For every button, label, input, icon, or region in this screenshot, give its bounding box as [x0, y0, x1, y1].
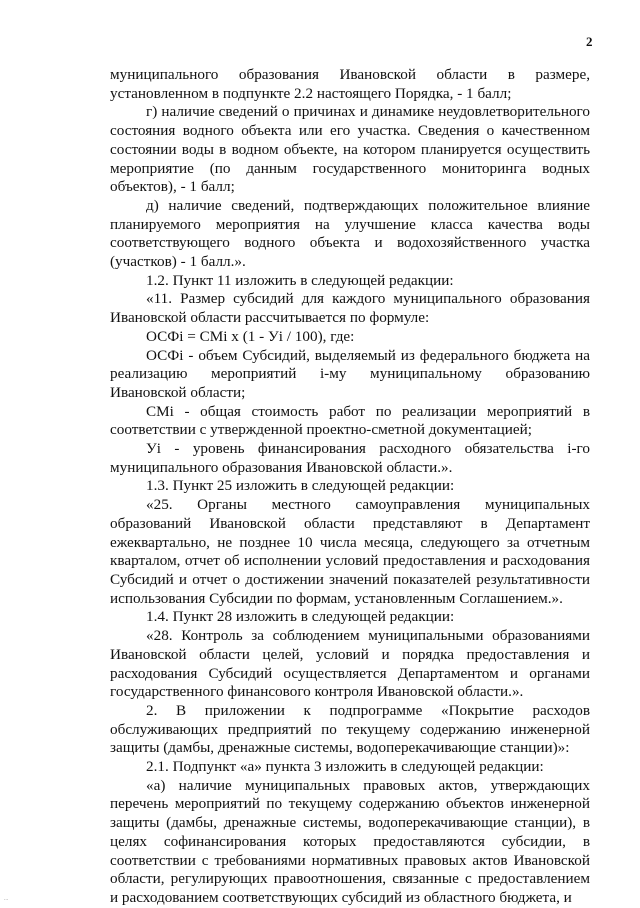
paragraph-clause-25: «25. Органы местного самоуправления муниципальных образований Ивановской области представляют в Департамент ежеквартально, не позднее 10 числа месяца, следующего за отчетным кварталом, отчет об исполнении условий предоставления и расходования Субсидий и отчет о достижении значений показателей результативности использования Субсидии по формам, установленным Соглашением.». — [110, 496, 590, 607]
paragraph-2-1: 2.1. Подпункт «а» пункта 3 изложить в следующей редакции: — [146, 758, 544, 776]
paragraph-item-g: г) наличие сведений о причинах и динамике неудовлетворительного состояния водного объекта или его участка. Сведения о качественном состоянии воды в водном объекте, на котором планируется осуществить мероприятие (по данным государственного мониторинга водных объектов), - 1 балл; — [110, 103, 590, 196]
paragraph-clause-11: «11. Размер субсидий для каждого муниципального образования Ивановской области рассчитывается по формуле: — [110, 290, 590, 327]
document-body — [110, 66, 590, 908]
paragraph-2: 2. В приложении к подпрограмме «Покрытие расходов обслуживающих предприятий по текущему содержанию инженерной защиты (дамбы, дренажные системы, водоперекачивающие станции)»: — [110, 701, 590, 757]
paragraph-1-4: 1.4. Пункт 28 изложить в следующей редакции: — [146, 608, 455, 626]
page-number: 2 — [586, 34, 593, 49]
definition-sm: СМi - общая стоимость работ по реализации мероприятий в соответствии с утвержденной проектно-сметной документацией; — [110, 402, 590, 439]
formula: ОСФi = СМi x (1 - Уi / 100), где: — [146, 327, 355, 345]
paragraph-1-2: 1.2. Пункт 11 изложить в следующей редакции: — [146, 271, 454, 289]
paragraph-subclause-a: «а) наличие муниципальных правовых актов, утверждающих перечень мероприятий по текущему содержанию объектов инженерной защиты (дамбы, дренажные системы, водоперекачивающие станции), в целях софинансирования которых предоставляются субсидии, в соответствии с требованиями нормативных правовых актов Ивановской области, регулирующих правоотношения, связанные с предоставлением и расходованием соответствующих субсидий из областного бюджета, и — [110, 776, 590, 906]
footer-mark: ... — [4, 896, 9, 902]
definition-osf: ОСФi - объем Субсидий, выделяемый из федерального бюджета на реализацию мероприятий i-му муниципальному образованию Ивановской области; — [110, 346, 590, 401]
paragraph-item-d: д) наличие сведений, подтверждающих положительное влияние планируемого мероприятия на улучшение класса качества воды соответствующего водного объекта и водохозяйственного участка (участков) - 1 балл.». — [110, 196, 590, 271]
paragraph-clause-28: «28. Контроль за соблюдением муниципальными образованиями Ивановской области целей, условий и порядка предоставления и расходования Субсидий осуществляется Департаментом и органами государственного финансового контроля Ивановской области.». — [110, 627, 590, 701]
paragraph-continuation: муниципального образования Ивановской области в размере, установленном в подпункте 2.2 настоящего Порядка, - 1 балл; — [110, 66, 590, 102]
paragraph-1-3: 1.3. Пункт 25 изложить в следующей редакции: — [146, 477, 455, 495]
definition-u: Уi - уровень финансирования расходного обязательства i-го муниципального образования Ивановской области.». — [110, 440, 590, 476]
